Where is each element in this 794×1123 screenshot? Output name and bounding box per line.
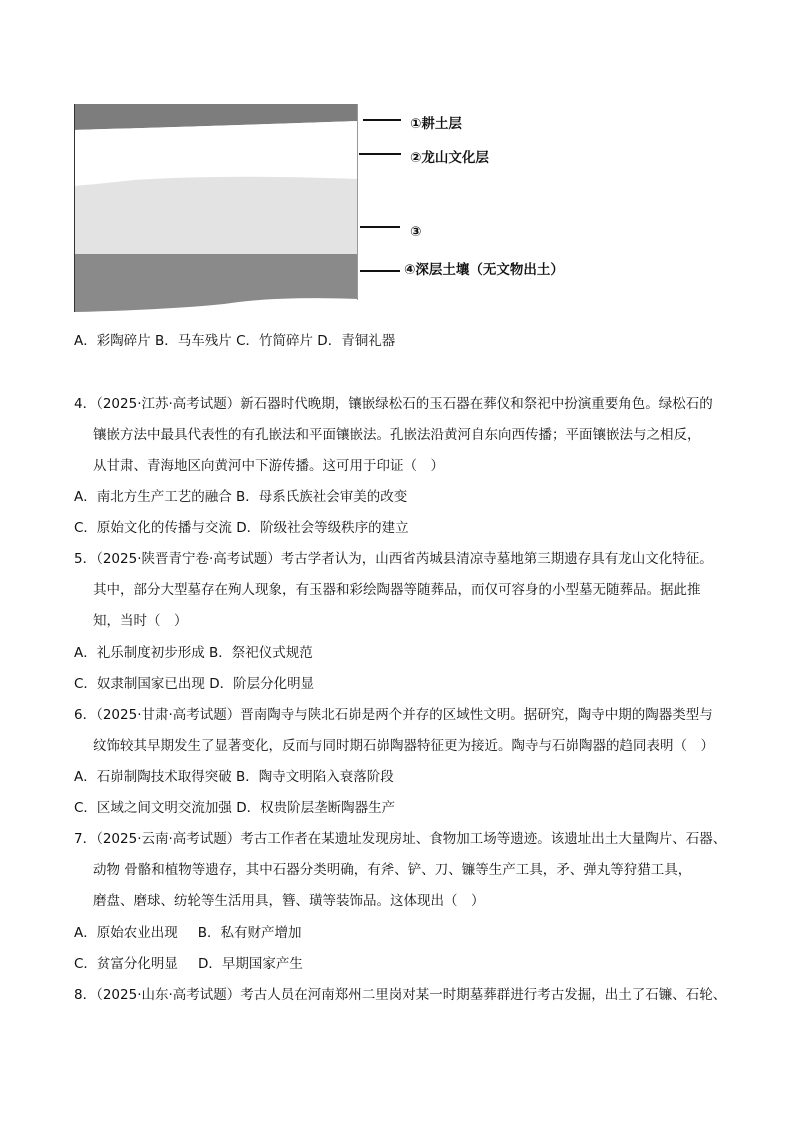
q7-option-b: B．私有财产增加 — [197, 925, 302, 941]
leader-line-3 — [360, 226, 400, 228]
leader-line-1 — [363, 119, 401, 121]
soil-layers-diagram — [74, 104, 364, 314]
label-layer-2: ②龙山文化层 — [410, 150, 489, 166]
q6-option-line: C．区域之间文明交流加强 D．权贵阶层垄断陶器生产 — [74, 800, 396, 816]
q7-option-line — [74, 954, 303, 974]
q8-stem-line: 8．（2025·山东·高考试题）考古人员在河南郑州二里岗对某一时期墓葬群进行考古发掘，出土了石镰、石轮、 — [74, 987, 727, 1003]
leader-line-4 — [360, 270, 400, 272]
q6-stem-line: 6．（2025·甘肃·高考试题）晋南陶寺与陕北石峁是两个并存的区域性文明。据研究，陶寺中期的陶器类型与 — [74, 707, 713, 723]
q5-option-line: A．礼乐制度初步形成 B．祭祀仪式规范 — [74, 645, 313, 661]
q5-stem-line: 5．（2025·陕晋青宁卷·高考试题）考古学者认为，山西省芮城县清凉寺墓地第三期遗存具有龙山文化特征。 — [74, 551, 713, 567]
q5-option-line: C．奴隶制国家已出现 D．阶层分化明显 — [74, 676, 315, 692]
q7-stem-line: 动物 骨骼和植物等遗存，其中石器分类明确，有斧、铲、刀、镰等生产工具，矛、弹丸等狩猎工具， — [93, 862, 692, 878]
q4-stem-line: 从甘肃、青海地区向黄河中下游传播。这可用于印证（ ） — [93, 458, 444, 474]
q4-stem-line: 镶嵌方法中最具代表性的有孔嵌法和平面镶嵌法。孔嵌法沿黄河自东向西传播；平面镶嵌法与之相反， — [93, 427, 701, 443]
q6-stem-line: 纹饰较其早期发生了显著变化，反而与同时期石峁陶器特征更为接近。陶寺与石峁陶器的趋同表明（ ） — [93, 738, 714, 754]
label-layer-4: ④深层土壤（无文物出土） — [404, 262, 564, 278]
q7-option-c: C．贫富分化明显 — [74, 956, 178, 972]
q3-options: A．彩陶碎片 B．马车残片 C．竹简碎片 D．青铜礼器 — [74, 333, 396, 349]
q7-option-a: A．原始农业出现 — [74, 925, 178, 941]
q4-option-line: A．南北方生产工艺的融合 B．母系氏族社会审美的改变 — [74, 489, 408, 505]
q5-stem-line: 知，当时（ ） — [93, 613, 188, 629]
layer-3 — [74, 177, 358, 254]
q6-option-line: A．石峁制陶技术取得突破 B．陶寺文明陷入衰落阶段 — [74, 769, 394, 785]
q5-stem-line: 其中，部分大型墓存在殉人现象，有玉器和彩绘陶器等随葬品，而仅可容身的小型墓无随葬品。据此推 — [93, 582, 701, 598]
q4-stem-line: 4．（2025·江苏·高考试题）新石器时代晚期，镶嵌绿松石的玉石器在葬仪和祭祀中扮演重要角色。绿松石的 — [74, 396, 713, 412]
layer-2-longshan — [74, 121, 358, 186]
q4-option-line: C．原始文化的传播与交流 D．阶级社会等级秩序的建立 — [74, 520, 409, 536]
q7-option-line — [74, 923, 302, 943]
label-layer-3: ③ — [410, 224, 422, 240]
q7-stem-line: 7．（2025·云南·高考试题）考古工作者在某遗址发现房址、食物加工场等遗迹。该遗址出土大量陶片、石器、 — [74, 831, 727, 847]
stratigraphy-figure — [74, 104, 594, 314]
q7-option-d: D．早期国家产生 — [197, 956, 303, 972]
label-layer-1: ①耕土层 — [410, 116, 462, 132]
q7-stem-line: 磨盘、磨球、纺轮等生活用具，簪、璜等装饰品。这体现出（ ） — [93, 893, 485, 909]
leader-line-2 — [359, 153, 401, 155]
layer-4-deep-soil — [74, 254, 358, 312]
